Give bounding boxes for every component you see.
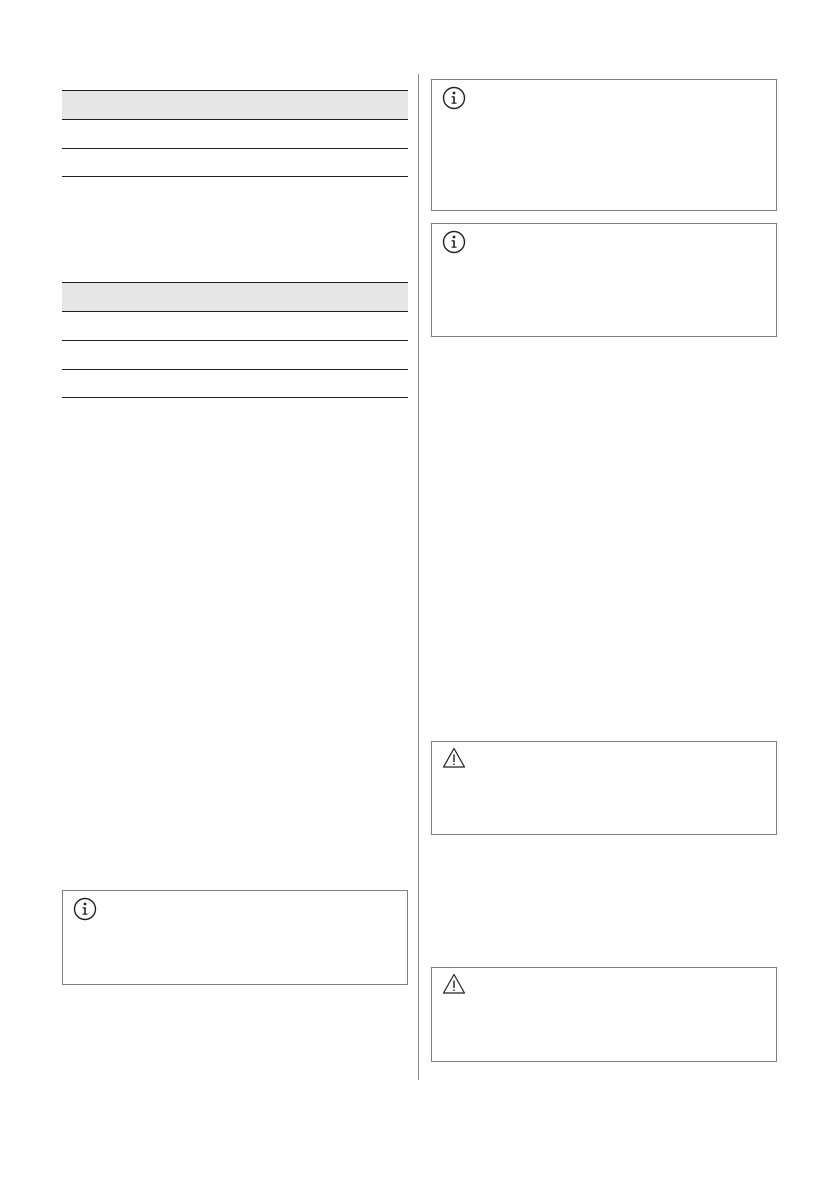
table-row [62,341,408,370]
table-row [62,370,408,398]
warning-notice-box [431,967,777,1062]
table-2 [62,282,408,398]
info-notice-box [62,890,408,985]
warning-triangle-icon [442,746,466,770]
info-icon [73,897,97,921]
info-notice-box [431,223,777,337]
table-1 [62,90,408,177]
table-header-row [62,282,408,312]
column-divider [418,74,419,1080]
table-row [62,312,408,341]
info-icon [442,86,466,110]
info-notice-box [431,79,777,211]
table-row [62,149,408,177]
table-row [62,120,408,149]
warning-notice-box [431,741,777,835]
table-header-row [62,90,408,120]
warning-triangle-icon [442,972,466,996]
info-icon [442,230,466,254]
